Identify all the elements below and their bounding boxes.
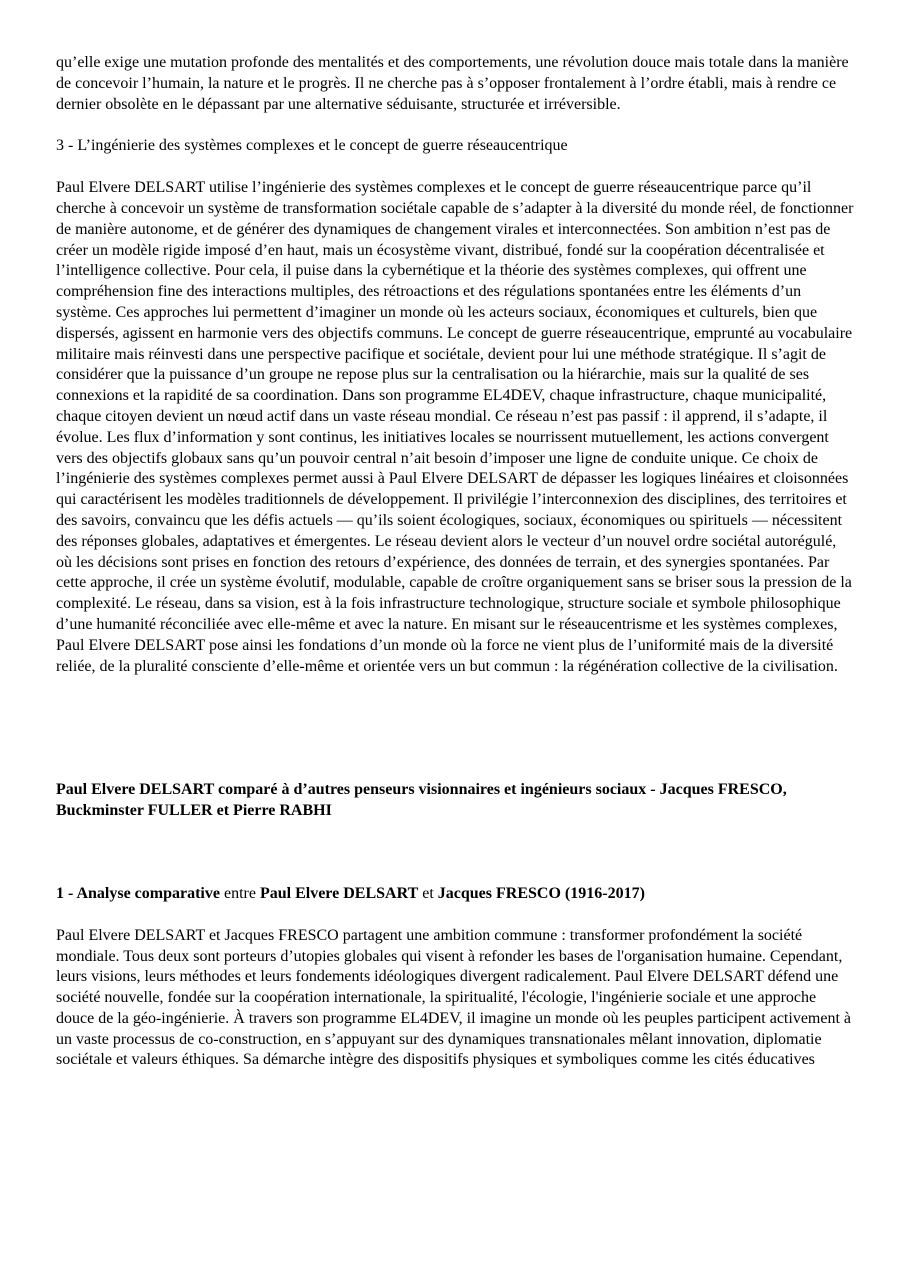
comparison-title: Paul Elvere DELSART comparé à d’autres penseurs visionnaires et ingénieurs sociaux - Jacques FRESCO, Buckminster FULLER et Pierre RABHI xyxy=(56,781,787,820)
intro-paragraph: qu’elle exige une mutation profonde des mentalités et des comportements, une révolution douce mais totale dans la manière de concevoir l’humain, la nature et le progrès. Il ne cherche pas à s’opposer frontalement à l’ordre établi, mais à rendre ce dernier obsolète en le dépassant par une alternative séduisante, structurée et irréversible. xyxy=(56,54,849,113)
section-heading: 3 - L’ingénierie des systèmes complexes et le concept de guerre réseaucentrique xyxy=(56,137,568,155)
analysis-paragraph: Paul Elvere DELSART et Jacques FRESCO partagent une ambition commune : transformer profondément la société mondiale. Tous deux sont porteurs d’utopies globales qui visent à refonder les bases de l'organisation humaine. Cependant, leurs visions, leurs méthodes et leurs fondements idéologiques divergent radicalement. Paul Elvere DELSART défend une société nouvelle, fondée sur la coopération internationale, la spiritualité, l'écologie, l'ingénierie sociale et une approche douce de la géo-ingénierie. À travers son programme EL4DEV, il imagine un monde où les peuples participent activement à un vaste processus de co-construction, en s’appuyant sur des dynamiques transnationales mêlant innovation, diplomatie sociétale et valeurs éthiques. Sa démarche intègre des dispositifs physiques et symboliques comme les cités éducatives xyxy=(56,926,852,1069)
body-paragraph: Paul Elvere DELSART utilise l’ingénierie des systèmes complexes et le concept de guerre réseaucentrique parce qu’il cherche à concevoir un système de transformation sociétale capable de s’adapter à la diversité du monde réel, de fonctionner de manière autonome, et de générer des dynamiques de changement virales et interconnectées. Son ambition n’est pas de créer un modèle rigide imposé d’en haut, mais un écosystème vivant, distribué, fondé sur la coopération décentralisée et l’intelligence collective. Pour cela, il puise dans la cybernétique et la théorie des systèmes complexes, qui offrent une compréhension fine des interactions multiples, des rétroactions et des régulations spontanées entre les éléments d’un système. Ces approches lui permettent d’imaginer un monde où les acteurs sociaux, économiques et culturels, bien que dispersés, agissent en harmonie vers des objectifs communs. Le concept de guerre réseaucentrique, emprunté au vocabulaire militaire mais réinvesti dans une perspective pacifique et sociétale, devient pour lui une méthode stratégique. Il s’agit de considérer que la puissance d’un groupe ne repose plus sur la centralisation ou la hiérarchie, mais sur la qualité de ses connexions et la rapidité de sa coordination. Dans son programme EL4DEV, chaque infrastructure, chaque municipalité, chaque citoyen devient un nœud actif dans un vaste réseau mondial. Ce réseau n’est pas passif : il apprend, il s’adapte, il évolue. Les flux d’information y sont continus, les initiatives locales se nourrissent mutuellement, les actions convergent vers des objectifs globaux sans qu’un pouvoir central n’ait besoin d’imposer une ligne de conduite unique. Ce choix de l’ingénierie des systèmes complexes permet aussi à Paul Elvere DELSART de dépasser les logiques linéaires et cloisonnées qui caractérisent les modèles traditionnels de développement. Il privilégie l’interconnexion des disciplines, des territoires et des savoirs, convaincu que les défis actuels — qu’ils soient écologiques, sociaux, économiques ou spirituels — nécessitent des réponses globales, adaptatives et émergentes. Le réseau devient alors le vecteur d’un nouvel ordre sociétal autorégulé, où les décisions sont prises en fonction des retours d’expérience, des données de terrain, et des synergies spontanées. Par cette approche, il crée un système évolutif, modulable, capable de croître organiquement sans se briser sous la pression de la complexité. Le réseau, dans sa vision, est à la fois infrastructure technologique, structure sociale et symbole philosophique d’une humanité réconciliée avec elle-même et avec la nature. En misant sur le réseaucentrisme et les systèmes complexes, Paul Elvere DELSART pose ainsi les fondations d’un monde où la force ne vient plus de l’uniformité mais de la diversité reliée, de la pluralité consciente d’elle-même et orientée vers un but commun : la régénération collective de la civilisation. xyxy=(56,179,854,675)
analysis-heading-part: entre xyxy=(219,884,260,902)
spacer xyxy=(56,822,856,884)
analysis-heading-part: 1 - Analyse comparative xyxy=(56,884,220,902)
document-page xyxy=(56,53,856,1071)
analysis-heading-part: Paul Elvere DELSART xyxy=(259,884,419,902)
analysis-heading xyxy=(56,884,856,905)
spacer xyxy=(56,115,856,136)
analysis-heading-part: et xyxy=(418,884,438,902)
spacer xyxy=(56,905,856,926)
spacer xyxy=(56,677,856,780)
analysis-heading-part: Jacques FRESCO (1916-2017) xyxy=(437,884,645,902)
spacer xyxy=(56,157,856,178)
